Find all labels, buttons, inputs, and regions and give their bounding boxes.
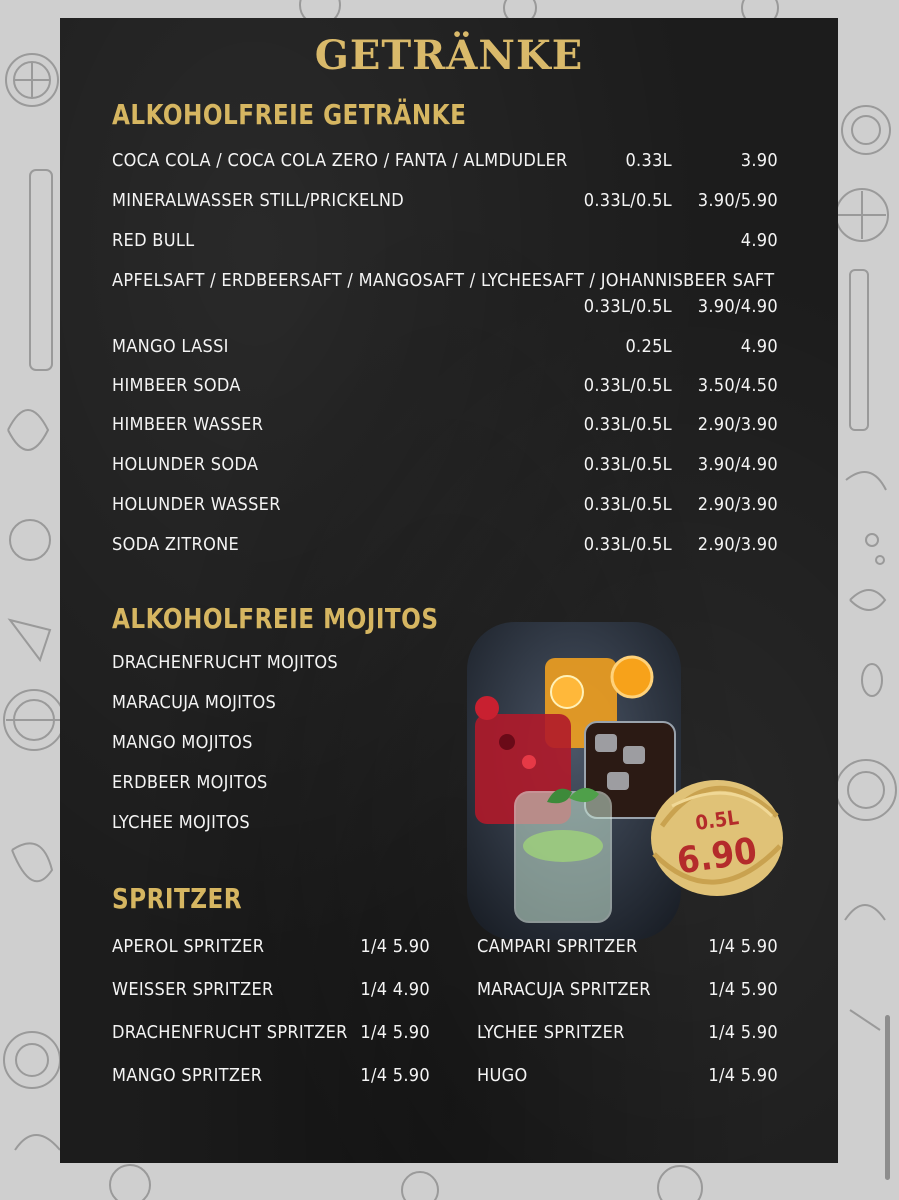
item-name: MINERALWASSER STILL/PRICKELND (112, 190, 405, 211)
list-item: DRACHENFRUCHT SPRITZER (112, 1022, 348, 1043)
item-size: 0.33L/0.5L (583, 296, 672, 317)
list-item (60, 412, 838, 438)
list-item (60, 148, 838, 174)
item-price: 3.90/4.90 (697, 454, 778, 475)
scrollbar[interactable] (885, 1015, 890, 1180)
item-name: HIMBEER WASSER (112, 414, 264, 435)
item-size: 0.33L/0.5L (583, 190, 672, 211)
item-size: 0.33L/0.5L (583, 534, 672, 555)
list-item: MANGO SPRITZER (112, 1065, 263, 1086)
item-name: MANGO LASSI (112, 336, 229, 357)
list-item (60, 228, 838, 254)
item-price: 1/4 4.90 (360, 979, 430, 1000)
item-price: 2.90/3.90 (697, 414, 778, 435)
item-size: 0.33L/0.5L (583, 454, 672, 475)
item-size: 0.33L/0.5L (583, 375, 672, 396)
list-item: MANGO MOJITOS (112, 732, 253, 753)
item-size: 0.33L/0.5L (583, 414, 672, 435)
item-name: APFELSAFT / ERDBEERSAFT / MANGOSAFT / LYCHEESAFT / JOHANNISBEER SAFT (112, 270, 775, 291)
item-name: HOLUNDER WASSER (112, 494, 281, 515)
list-item: CAMPARI SPRITZER (477, 936, 638, 957)
list-item (60, 492, 838, 518)
item-size: 0.33L (625, 150, 672, 171)
menu-title: GETRÄNKE (314, 32, 584, 79)
list-item (60, 188, 838, 214)
item-price: 1/4 5.90 (360, 1065, 430, 1086)
menu-board (60, 18, 838, 1163)
item-name: HOLUNDER SODA (112, 454, 259, 475)
item-name: RED BULL (112, 230, 195, 251)
item-size: 0.25L (625, 336, 672, 357)
item-price: 1/4 5.90 (708, 979, 778, 1000)
item-price: 3.90 (740, 150, 778, 171)
list-item (60, 373, 838, 399)
item-price: 2.90/3.90 (697, 534, 778, 555)
badge-size: 0.5L (693, 805, 741, 835)
item-size: 0.33L/0.5L (583, 494, 672, 515)
item-price: 3.50/4.50 (697, 375, 778, 396)
list-item: MARACUJA MOJITOS (112, 692, 277, 713)
list-item: ERDBEER MOJITOS (112, 772, 268, 793)
item-name: SODA ZITRONE (112, 534, 240, 555)
item-price: 4.90 (740, 230, 778, 251)
item-price: 2.90/3.90 (697, 494, 778, 515)
section-title-mojitos: ALKOHOLFREIE MOJITOS (112, 602, 439, 635)
item-price: 1/4 5.90 (360, 1022, 430, 1043)
list-item (60, 452, 838, 478)
list-item (60, 532, 838, 558)
item-price: 1/4 5.90 (360, 936, 430, 957)
list-item (60, 334, 838, 360)
list-item (60, 268, 838, 320)
list-item: APEROL SPRITZER (112, 936, 265, 957)
list-item: LYCHEE MOJITOS (112, 812, 251, 833)
item-price: 1/4 5.90 (708, 1022, 778, 1043)
list-item: DRACHENFRUCHT MOJITOS (112, 652, 339, 673)
list-item: WEISSER SPRITZER (112, 979, 274, 1000)
item-price: 3.90/4.90 (697, 296, 778, 317)
item-price: 4.90 (740, 336, 778, 357)
item-price: 1/4 5.90 (708, 1065, 778, 1086)
item-price: 3.90/5.90 (697, 190, 778, 211)
list-item: LYCHEE SPRITZER (477, 1022, 625, 1043)
list-item: MARACUJA SPRITZER (477, 979, 651, 1000)
item-name: COCA COLA / COCA COLA ZERO / FANTA / ALMDUDLER (112, 150, 568, 171)
item-name: HIMBEER SODA (112, 375, 241, 396)
badge-price: 6.90 (674, 830, 760, 883)
section-title-spritzer: SPRITZER (112, 882, 243, 915)
section-title-alkoholfrei: ALKOHOLFREIE GETRÄNKE (112, 98, 467, 131)
item-price: 1/4 5.90 (708, 936, 778, 957)
list-item: HUGO (477, 1065, 528, 1086)
